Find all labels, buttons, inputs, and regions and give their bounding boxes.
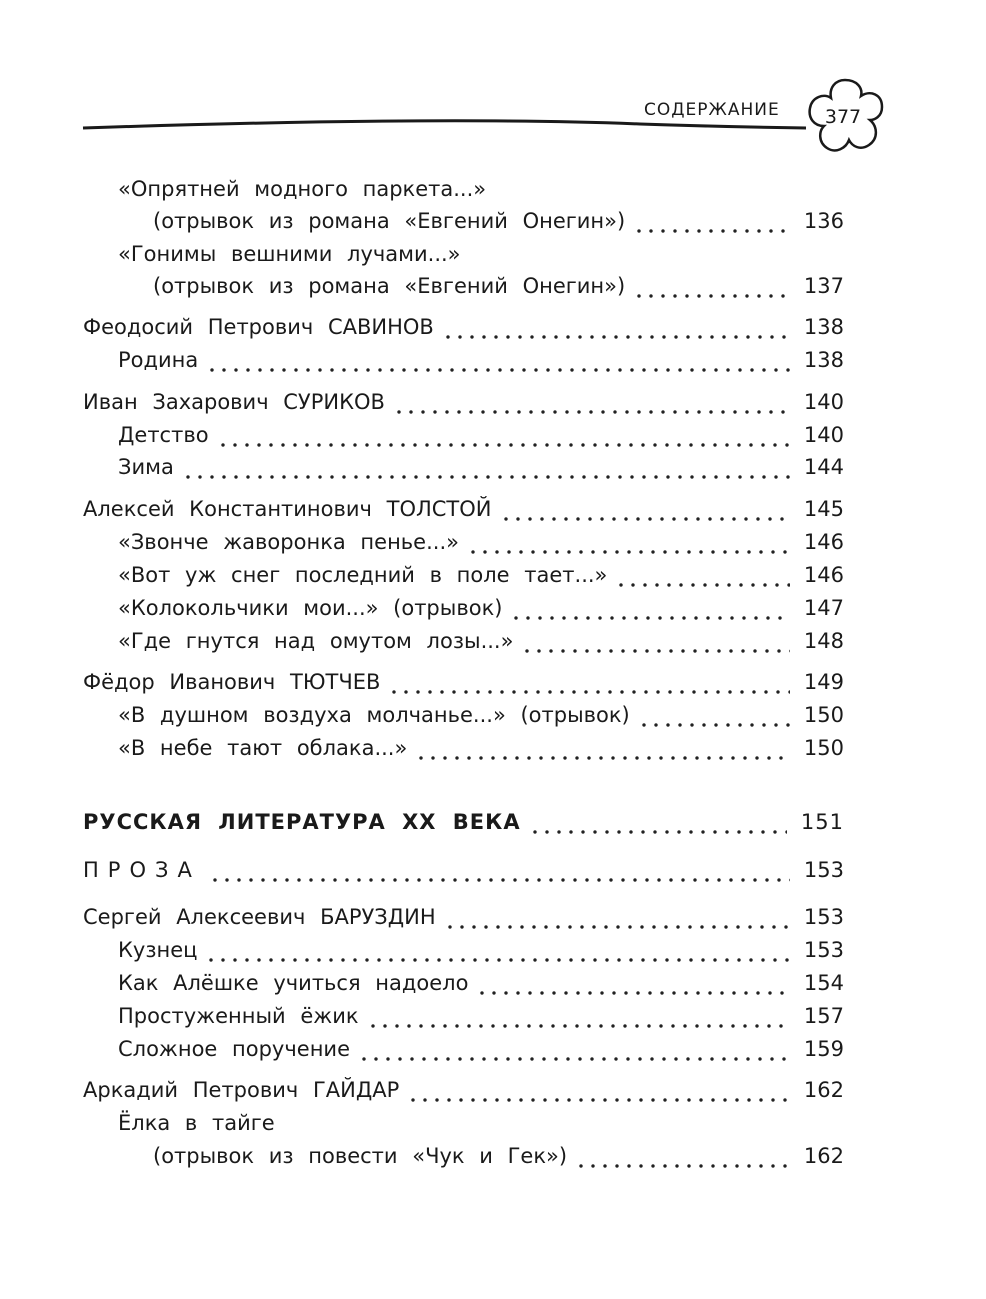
- toc-entry: [0, 204, 986, 238]
- dot-leader: [444, 900, 790, 934]
- toc-entry: [0, 1032, 986, 1066]
- toc-entry: [0, 269, 986, 303]
- dot-leader: [206, 343, 790, 377]
- toc-entry: [0, 731, 986, 765]
- toc-page: 138: [803, 348, 844, 372]
- toc-title: Алексей Константинович ТОЛСТОЙ: [83, 497, 492, 521]
- toc-title: «В небе тают облака...»: [118, 736, 408, 760]
- toc-title: «Опрятней модного паркета...»: [118, 177, 487, 201]
- toc-page: 153: [803, 905, 844, 929]
- toc-page: 153: [803, 938, 844, 962]
- toc-entry: [0, 450, 986, 484]
- toc-title: Родина: [118, 348, 199, 372]
- dot-leader: [615, 558, 790, 592]
- dot-leader: [467, 525, 790, 559]
- toc-title: Кузнец: [118, 938, 198, 962]
- dot-leader: [521, 624, 789, 658]
- toc-page: 144: [803, 455, 844, 479]
- toc-page: 150: [803, 703, 844, 727]
- toc-page: 146: [803, 530, 844, 554]
- toc-page: 140: [803, 423, 844, 447]
- toc-title: «Вот уж снег последний в поле тает...»: [118, 563, 608, 587]
- toc-page: 147: [803, 596, 844, 620]
- dot-leader: [633, 269, 790, 303]
- toc-entry: [0, 172, 986, 206]
- dot-leader: [633, 204, 790, 238]
- toc-entry: [0, 385, 986, 419]
- toc-page: 157: [803, 1004, 844, 1028]
- toc-page: 162: [803, 1144, 844, 1168]
- toc-title: (отрывок из романа «Евгений Онегин»): [153, 274, 626, 298]
- dot-leader: [476, 966, 789, 1000]
- toc-entry: [0, 1106, 986, 1140]
- toc-entry: [0, 237, 986, 271]
- dot-leader: [367, 999, 790, 1033]
- toc-page: 140: [803, 390, 844, 414]
- dot-leader: [638, 698, 790, 732]
- toc-page: 151: [800, 810, 844, 834]
- toc-title: РУССКАЯ ЛИТЕРАТУРА XX ВЕКА: [83, 810, 521, 834]
- toc-page: 159: [803, 1037, 844, 1061]
- toc-entry: [0, 900, 986, 934]
- toc-title: Сергей Алексеевич БАРУЗДИН: [83, 905, 436, 929]
- dot-leader: [415, 731, 790, 765]
- dot-leader: [529, 805, 787, 839]
- toc-page: 145: [803, 497, 844, 521]
- toc-entry: [0, 1139, 986, 1173]
- toc-page: 137: [803, 274, 844, 298]
- dot-leader: [510, 591, 789, 625]
- toc-title: «Где гнутся над омутом лозы...»: [118, 629, 514, 653]
- toc-entry: [0, 492, 986, 526]
- toc-title: Простуженный ёжик: [118, 1004, 359, 1028]
- toc-subsection-heading: [0, 853, 986, 887]
- toc-entry: [0, 310, 986, 344]
- toc-entry: [0, 343, 986, 377]
- dot-leader: [217, 418, 790, 452]
- toc-title: Иван Захарович СУРИКОВ: [83, 390, 385, 414]
- toc-title: «Колокольчики мои...» (отрывок): [118, 596, 503, 620]
- dot-leader: [388, 665, 789, 699]
- dot-leader: [209, 853, 790, 887]
- toc-title: ПРОЗА: [83, 858, 201, 882]
- toc-page: 146: [803, 563, 844, 587]
- toc-page: 162: [803, 1078, 844, 1102]
- toc-page: 150: [803, 736, 844, 760]
- toc-page: 153: [803, 858, 844, 882]
- toc-section-heading: [0, 805, 986, 839]
- toc-entry: [0, 999, 986, 1033]
- dot-leader: [442, 310, 790, 344]
- toc-title: Феодосий Петрович САВИНОВ: [83, 315, 434, 339]
- page-number: 377: [824, 106, 862, 128]
- toc-entry: [0, 1073, 986, 1107]
- toc-entry: [0, 624, 986, 658]
- toc-entry: [0, 418, 986, 452]
- toc-title: (отрывок из романа «Евгений Онегин»): [153, 209, 626, 233]
- dot-leader: [575, 1139, 790, 1173]
- toc-title: (отрывок из повести «Чук и Гек»): [153, 1144, 568, 1168]
- toc-title: Детство: [118, 423, 209, 447]
- toc-title: Фёдор Иванович ТЮТЧЕВ: [83, 670, 381, 694]
- dot-leader: [407, 1073, 790, 1107]
- toc-page: 149: [803, 670, 844, 694]
- toc-entry: [0, 591, 986, 625]
- section-title: СОДЕРЖАНИЕ: [644, 100, 780, 120]
- dot-leader: [358, 1032, 790, 1066]
- dot-leader: [393, 385, 790, 419]
- toc-page: 138: [803, 315, 844, 339]
- toc-title: Зима: [118, 455, 174, 479]
- dot-leader: [205, 933, 789, 967]
- dot-leader: [500, 492, 790, 526]
- toc-entry: [0, 525, 986, 559]
- toc-title: Аркадий Петрович ГАЙДАР: [83, 1078, 400, 1102]
- toc-entry: [0, 698, 986, 732]
- toc-title: «Гонимы вешними лучами...»: [118, 242, 461, 266]
- toc-page: 154: [803, 971, 844, 995]
- toc-title: «Звонче жаворонка пенье...»: [118, 530, 459, 554]
- toc-page: 136: [803, 209, 844, 233]
- toc-entry: [0, 966, 986, 1000]
- toc-title: Ёлка в тайге: [118, 1111, 275, 1135]
- toc-title: Как Алёшке учиться надоело: [118, 971, 469, 995]
- toc-entry: [0, 933, 986, 967]
- toc-page: 148: [803, 629, 844, 653]
- dot-leader: [182, 450, 790, 484]
- toc-entry: [0, 665, 986, 699]
- toc-title: «В душном воздуха молчанье...» (отрывок): [118, 703, 630, 727]
- toc-entry: [0, 558, 986, 592]
- toc-title: Сложное поручение: [118, 1037, 350, 1061]
